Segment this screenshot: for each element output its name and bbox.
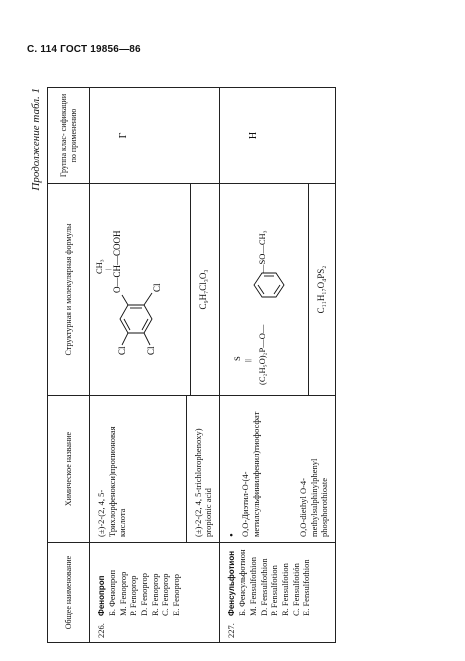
entry-number: 227.	[226, 623, 237, 638]
lang-name: R. Fenoprop	[149, 573, 160, 616]
group-cell: Г	[90, 88, 220, 184]
page-header: С. 114 ГОСТ 19856—86	[27, 44, 141, 55]
chem-name-ru-text: O,O-Диэтил-O-(4-метилсульфинилфенил)тиофосфат	[240, 411, 261, 537]
fenoprop-structure	[90, 183, 190, 395]
struct-cell	[220, 184, 336, 396]
structural-formula	[90, 184, 190, 395]
col-header-struct: Структурная и молекулярная формулы	[48, 184, 90, 396]
lang-name: C. Fensulfotión	[290, 563, 301, 616]
chem-name-en: (±)-2-(2, 4, 5-trichlorophenoxy) propionic acid	[186, 396, 219, 542]
continuation-label: Продолжение табл. 1	[30, 88, 42, 191]
bar-label: |	[106, 268, 112, 270]
lang-name: Б. Фенопроп	[107, 569, 117, 616]
table-header-row	[48, 88, 90, 643]
cl-label: Cl	[152, 283, 162, 292]
struct-cell	[90, 184, 220, 396]
lang-name: E. Fenoprop	[170, 573, 181, 616]
cl-label: Cl	[146, 346, 156, 355]
benzene-ring	[120, 305, 152, 333]
col-header-name: Общее наименование	[48, 543, 90, 643]
molecular-formula: C₉H₇Cl₃O₃	[190, 184, 215, 395]
lang-name: C. Fenoprop	[160, 573, 171, 616]
common-name: Фенопроп	[97, 575, 106, 616]
table-row	[220, 88, 336, 643]
gost-table	[47, 87, 336, 643]
chain-label: O—CH—COOH	[112, 230, 122, 293]
lang-name: D. Fensulfothion	[258, 558, 269, 616]
name-cell	[90, 543, 220, 643]
s-label: S	[232, 356, 243, 361]
rotated-table-page	[30, 88, 435, 643]
name-cell	[220, 543, 336, 643]
left-group: (C₂H₅O)₂P—O—	[257, 324, 268, 385]
lang-name: М. Fensulfothion	[248, 556, 258, 616]
common-name: Фенсульфотион	[227, 550, 237, 616]
double-bond: ||	[244, 359, 253, 362]
table-row	[90, 88, 220, 643]
structural-formula	[220, 184, 308, 395]
chem-name-ru: (±)-2-(2, 4, 5-Трихлорфенокси)пропионовая кислота	[96, 426, 128, 537]
chem-cell	[90, 396, 220, 543]
lang-name: М. Fenoprop	[117, 571, 128, 616]
right-group: —SO—CH₃	[257, 230, 268, 273]
cl-label: Cl	[117, 346, 127, 355]
lang-name: D. Fenoprop	[138, 573, 149, 616]
lang-name: R. Fensulfotion	[279, 563, 290, 616]
molecular-formula: C₁₁H₁₇O₄PS₂	[308, 184, 333, 395]
col-header-chem: Химическое название	[48, 396, 90, 543]
fensulfothion-structure	[220, 183, 308, 395]
lang-name: Р. Fensulfotion	[269, 565, 280, 616]
chem-name-en: O,O-diethyl O-4-methylsulphinylphenyl phosphorothioate	[298, 458, 329, 537]
lang-name: Р. Fenoprop	[128, 575, 139, 616]
group-cell: Н	[220, 88, 336, 184]
bullet-mark: •	[226, 533, 239, 537]
lang-name: Б. Фенсульфотион	[237, 549, 248, 616]
ch3-label: CH₃	[94, 259, 104, 274]
entry-number: 226.	[96, 623, 106, 638]
col-header-group: Группа клас- сификации по применению	[48, 88, 90, 184]
chem-name-ru	[220, 396, 292, 542]
chem-cell	[220, 396, 336, 543]
lang-name: E. Fensulfothion	[301, 559, 312, 616]
